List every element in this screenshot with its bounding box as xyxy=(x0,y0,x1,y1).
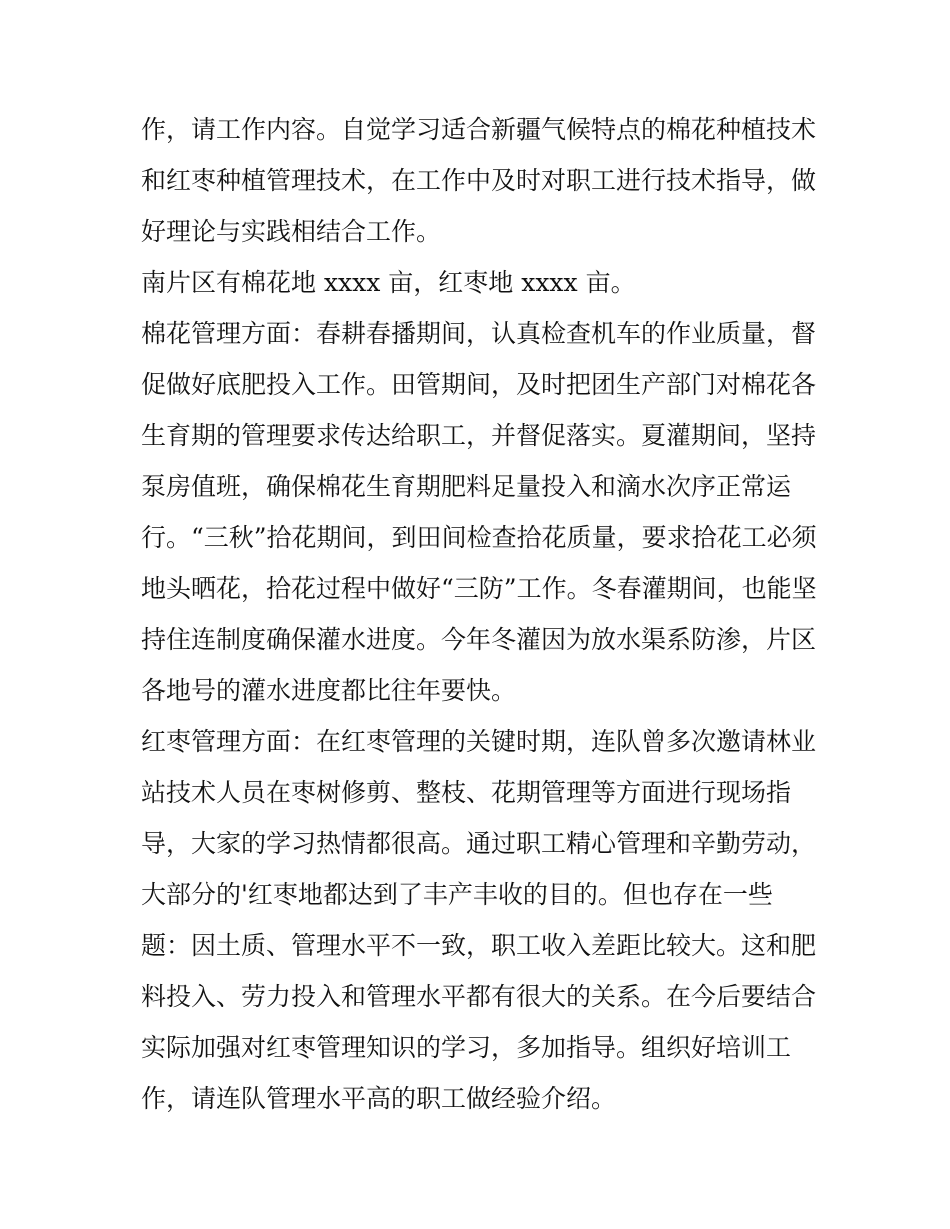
text-line: 作，请连队管理水平高的职工做经验介绍。 xyxy=(141,1084,617,1113)
text-line: 促做好底肥投入工作。田管期间，及时把团生产部门对棉花各 xyxy=(141,370,817,399)
text-line: 红枣管理方面：在红枣管理的关键时期，连队曾多次邀请林业 xyxy=(141,727,817,756)
text-line: 地头晒花，拾花过程中做好“三防”工作。冬春灌期间，也能坚 xyxy=(141,574,817,603)
text-line: 各地号的灌水进度都比往年要快。 xyxy=(141,676,517,705)
text-line: 实际加强对红枣管理知识的学习，多加指导。组织好培训工 xyxy=(141,1033,792,1062)
text-line: 棉花管理方面：春耕春播期间，认真检查机车的作业质量，督 xyxy=(141,319,817,348)
text-line: 站技术人员在枣树修剪、整枝、花期管理等方面进行现场指 xyxy=(141,778,792,807)
text-line: 南片区有棉花地 xxxx 亩，红枣地 xxxx 亩。 xyxy=(141,268,636,297)
text-line: 和红枣种植管理技术，在工作中及时对职工进行技术指导，做 xyxy=(141,166,817,195)
text-line: 行。“三秋”拾花期间，到田间检查拾花质量，要求拾花工必须 xyxy=(141,523,817,552)
text-line: 导，大家的学习热情都很高。通过职工精心管理和辛勤劳动， xyxy=(141,829,817,858)
text-line: 大部分的'红枣地都达到了丰产丰收的目的。但也存在一些 xyxy=(141,880,773,909)
text-line: 泵房值班，确保棉花生育期肥料足量投入和滴水次序正常运 xyxy=(141,472,792,501)
text-line: 作，请工作内容。自觉学习适合新疆气候特点的棉花种植技术 xyxy=(141,115,817,144)
text-line: 料投入、劳力投入和管理水平都有很大的关系。在今后要结合 xyxy=(141,982,817,1011)
text-line: 题：因土质、管理水平不一致，职工收入差距比较大。这和肥 xyxy=(141,931,817,960)
text-line: 生育期的管理要求传达给职工，并督促落实。夏灌期间，坚持 xyxy=(141,421,817,450)
text-line: 好理论与实践相结合工作。 xyxy=(141,217,442,246)
text-line: 持住连制度确保灌水进度。今年冬灌因为放水渠系防渗，片区 xyxy=(141,625,817,654)
